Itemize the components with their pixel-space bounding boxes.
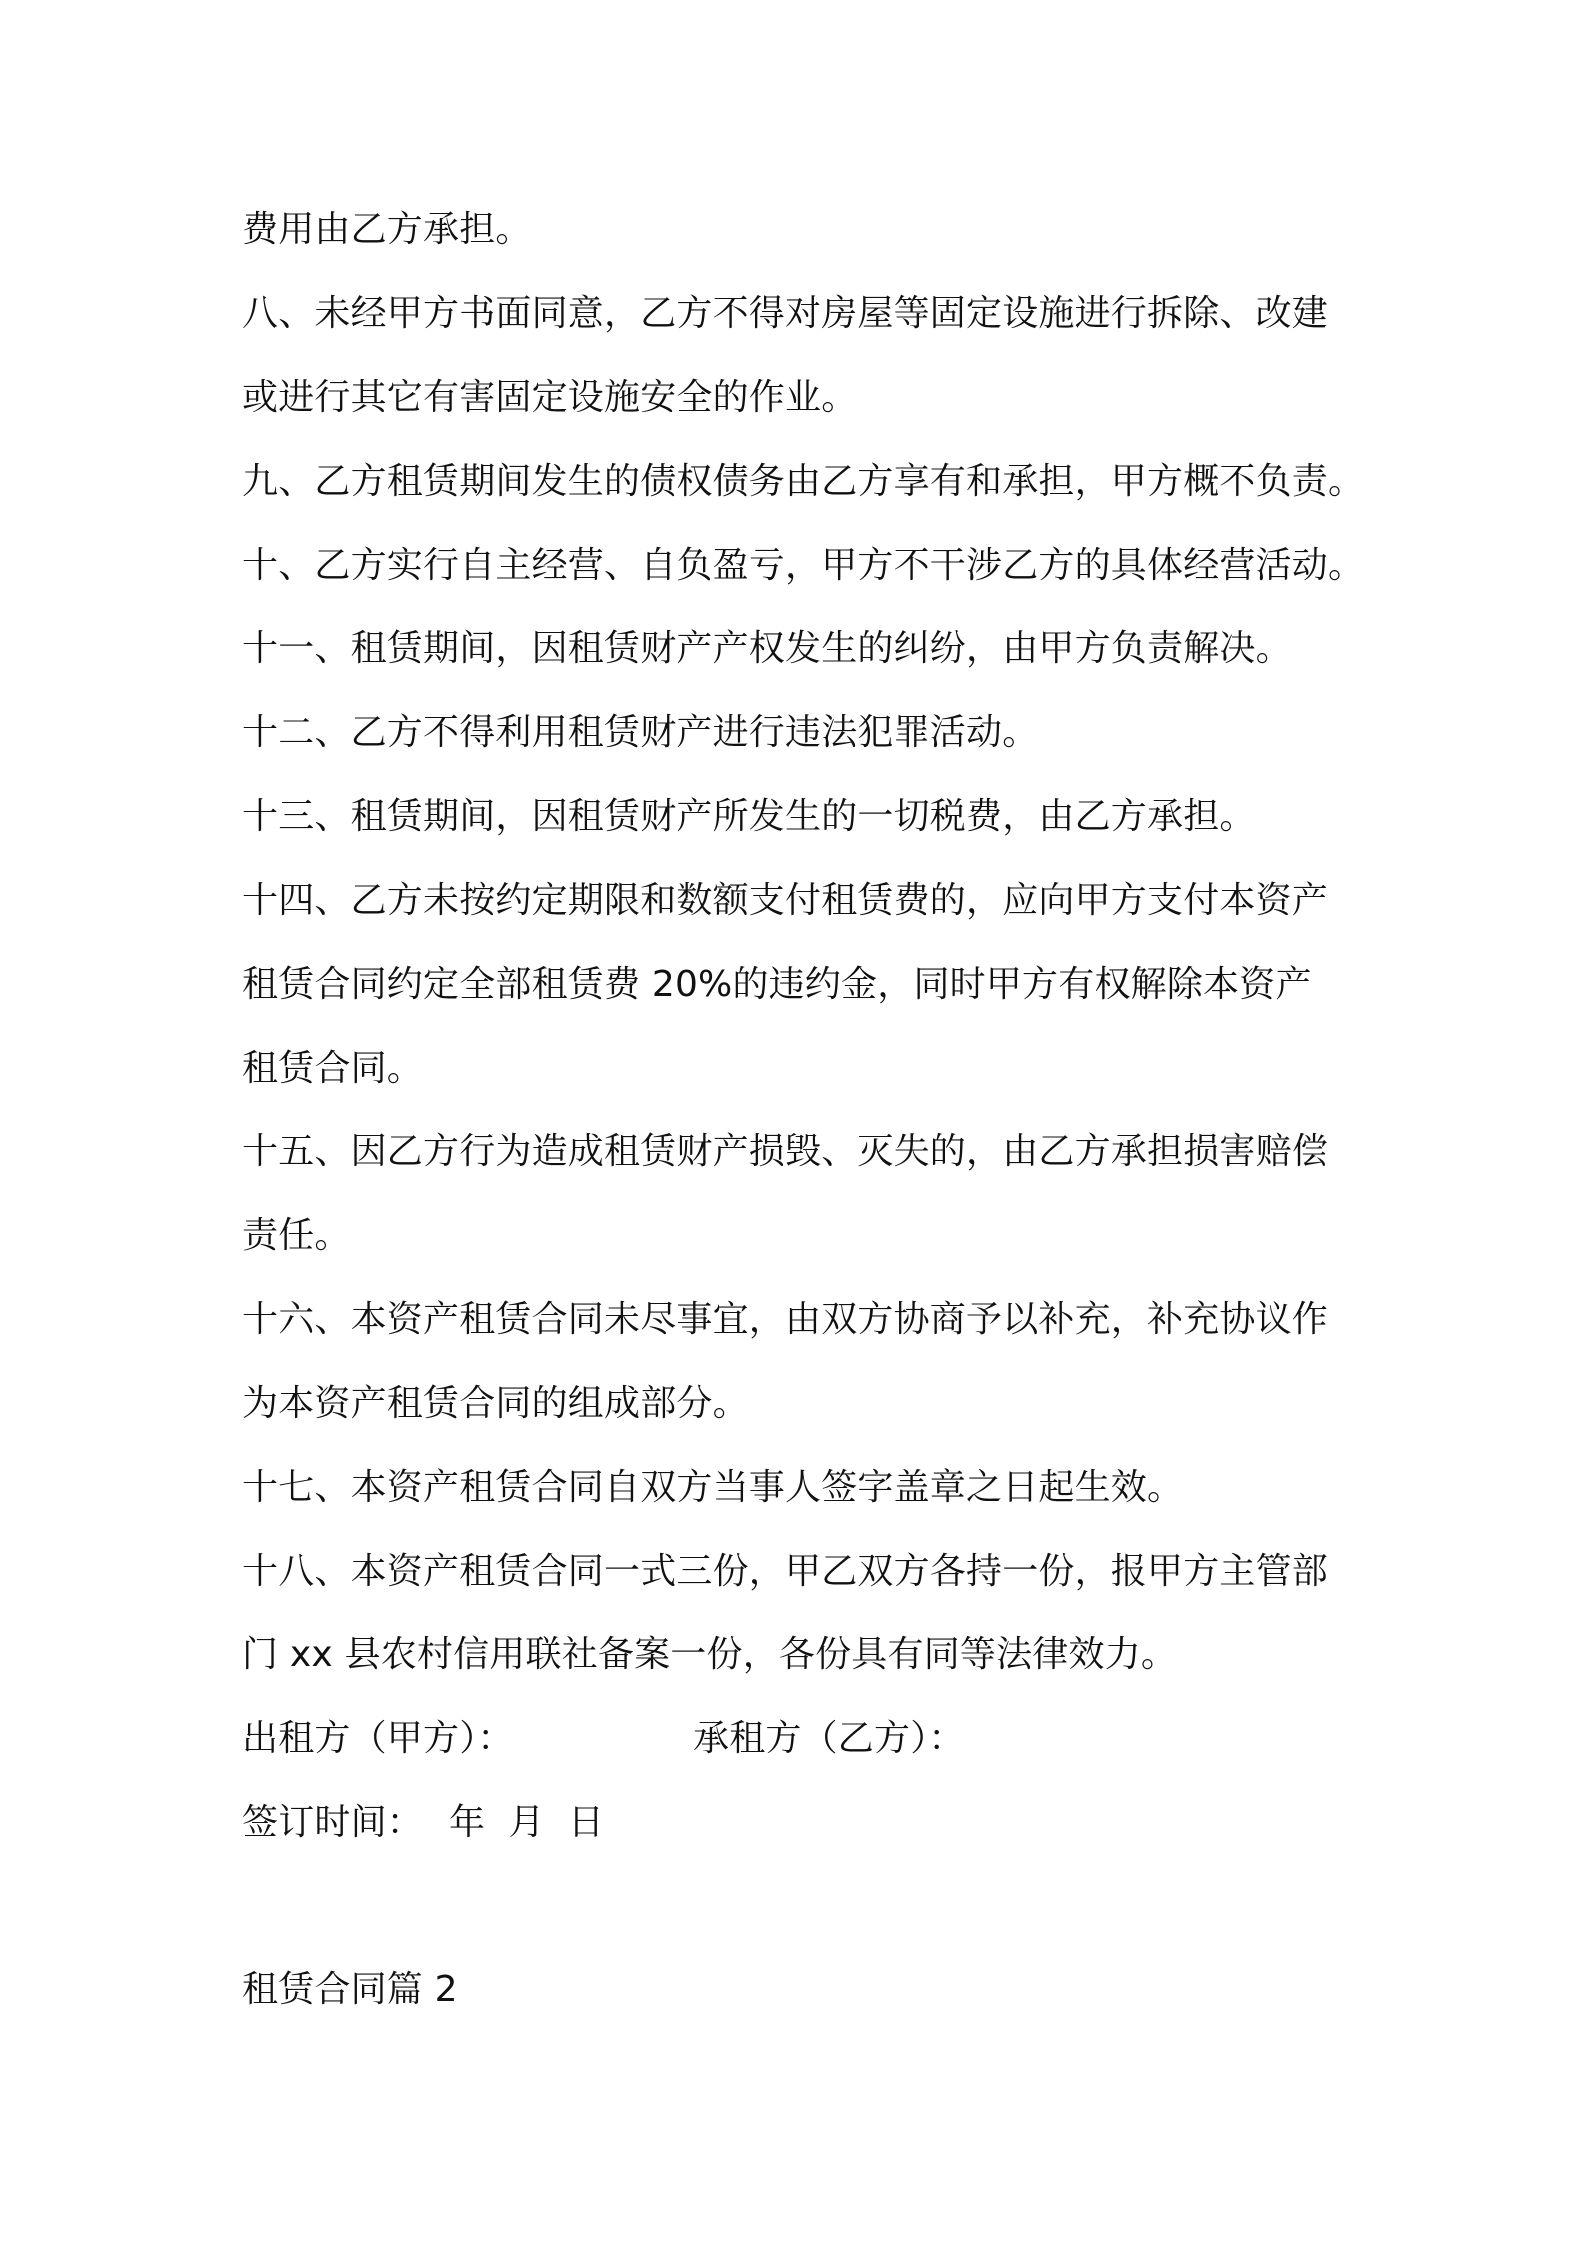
clause-8-line-1: 八、未经甲方书面同意，乙方不得对房屋等固定设施进行拆除、改建 xyxy=(242,293,1329,334)
clause-9: 九、乙方租赁期间发生的债权债务由乙方享有和承担，甲方概不负责。 xyxy=(242,461,1365,502)
clause-17: 十七、本资产租赁合同自双方当事人签字盖章之日起生效。 xyxy=(242,1467,1184,1508)
clause-14-line-3: 租赁合同。 xyxy=(242,1048,424,1089)
signing-date-value: 年 月 日 xyxy=(449,1802,605,1843)
clause-12: 十二、乙方不得利用租赁财产进行违法犯罪活动。 xyxy=(242,712,1039,753)
clause-14-line-2: 租赁合同约定全部租赁费 20%的违约金，同时甲方有权解除本资产 xyxy=(242,964,1312,1005)
clause-14-line-1: 十四、乙方未按约定期限和数额支付租赁费的，应向甲方支付本资产 xyxy=(242,880,1329,921)
paragraph-line: 费用由乙方承担。 xyxy=(242,209,532,250)
clause-16-line-1: 十六、本资产租赁合同未尽事宜，由双方协商予以补充，补充协议作 xyxy=(242,1299,1329,1340)
clause-15-line-2: 责任。 xyxy=(242,1215,351,1256)
clause-10: 十、乙方实行自主经营、自负盈亏，甲方不干涉乙方的具体经营活动。 xyxy=(242,545,1365,586)
clause-11: 十一、租赁期间，因租赁财产产权发生的纠纷，由甲方负责解决。 xyxy=(242,628,1292,669)
clause-18-line-1: 十八、本资产租赁合同一式三份，甲乙双方各持一份，报甲方主管部 xyxy=(242,1551,1329,1592)
lessee-signature-label: 承租方（乙方）： xyxy=(693,1718,965,1759)
clause-8-line-2: 或进行其它有害固定设施安全的作业。 xyxy=(242,377,858,418)
clause-16-line-2: 为本资产租赁合同的组成部分。 xyxy=(242,1383,749,1424)
section-title: 租赁合同篇 2 xyxy=(242,1969,458,2010)
clause-18-line-2: 门 xx 县农村信用联社备案一份，各份具有同等法律效力。 xyxy=(242,1634,1178,1675)
lessor-signature-label: 出租方（甲方）： xyxy=(242,1718,514,1759)
clause-13: 十三、租赁期间，因租赁财产所发生的一切税费，由乙方承担。 xyxy=(242,796,1256,837)
signing-date-label: 签订时间： xyxy=(242,1802,424,1843)
clause-15-line-1: 十五、因乙方行为造成租赁财产损毁、灭失的，由乙方承担损害赔偿 xyxy=(242,1131,1329,1172)
